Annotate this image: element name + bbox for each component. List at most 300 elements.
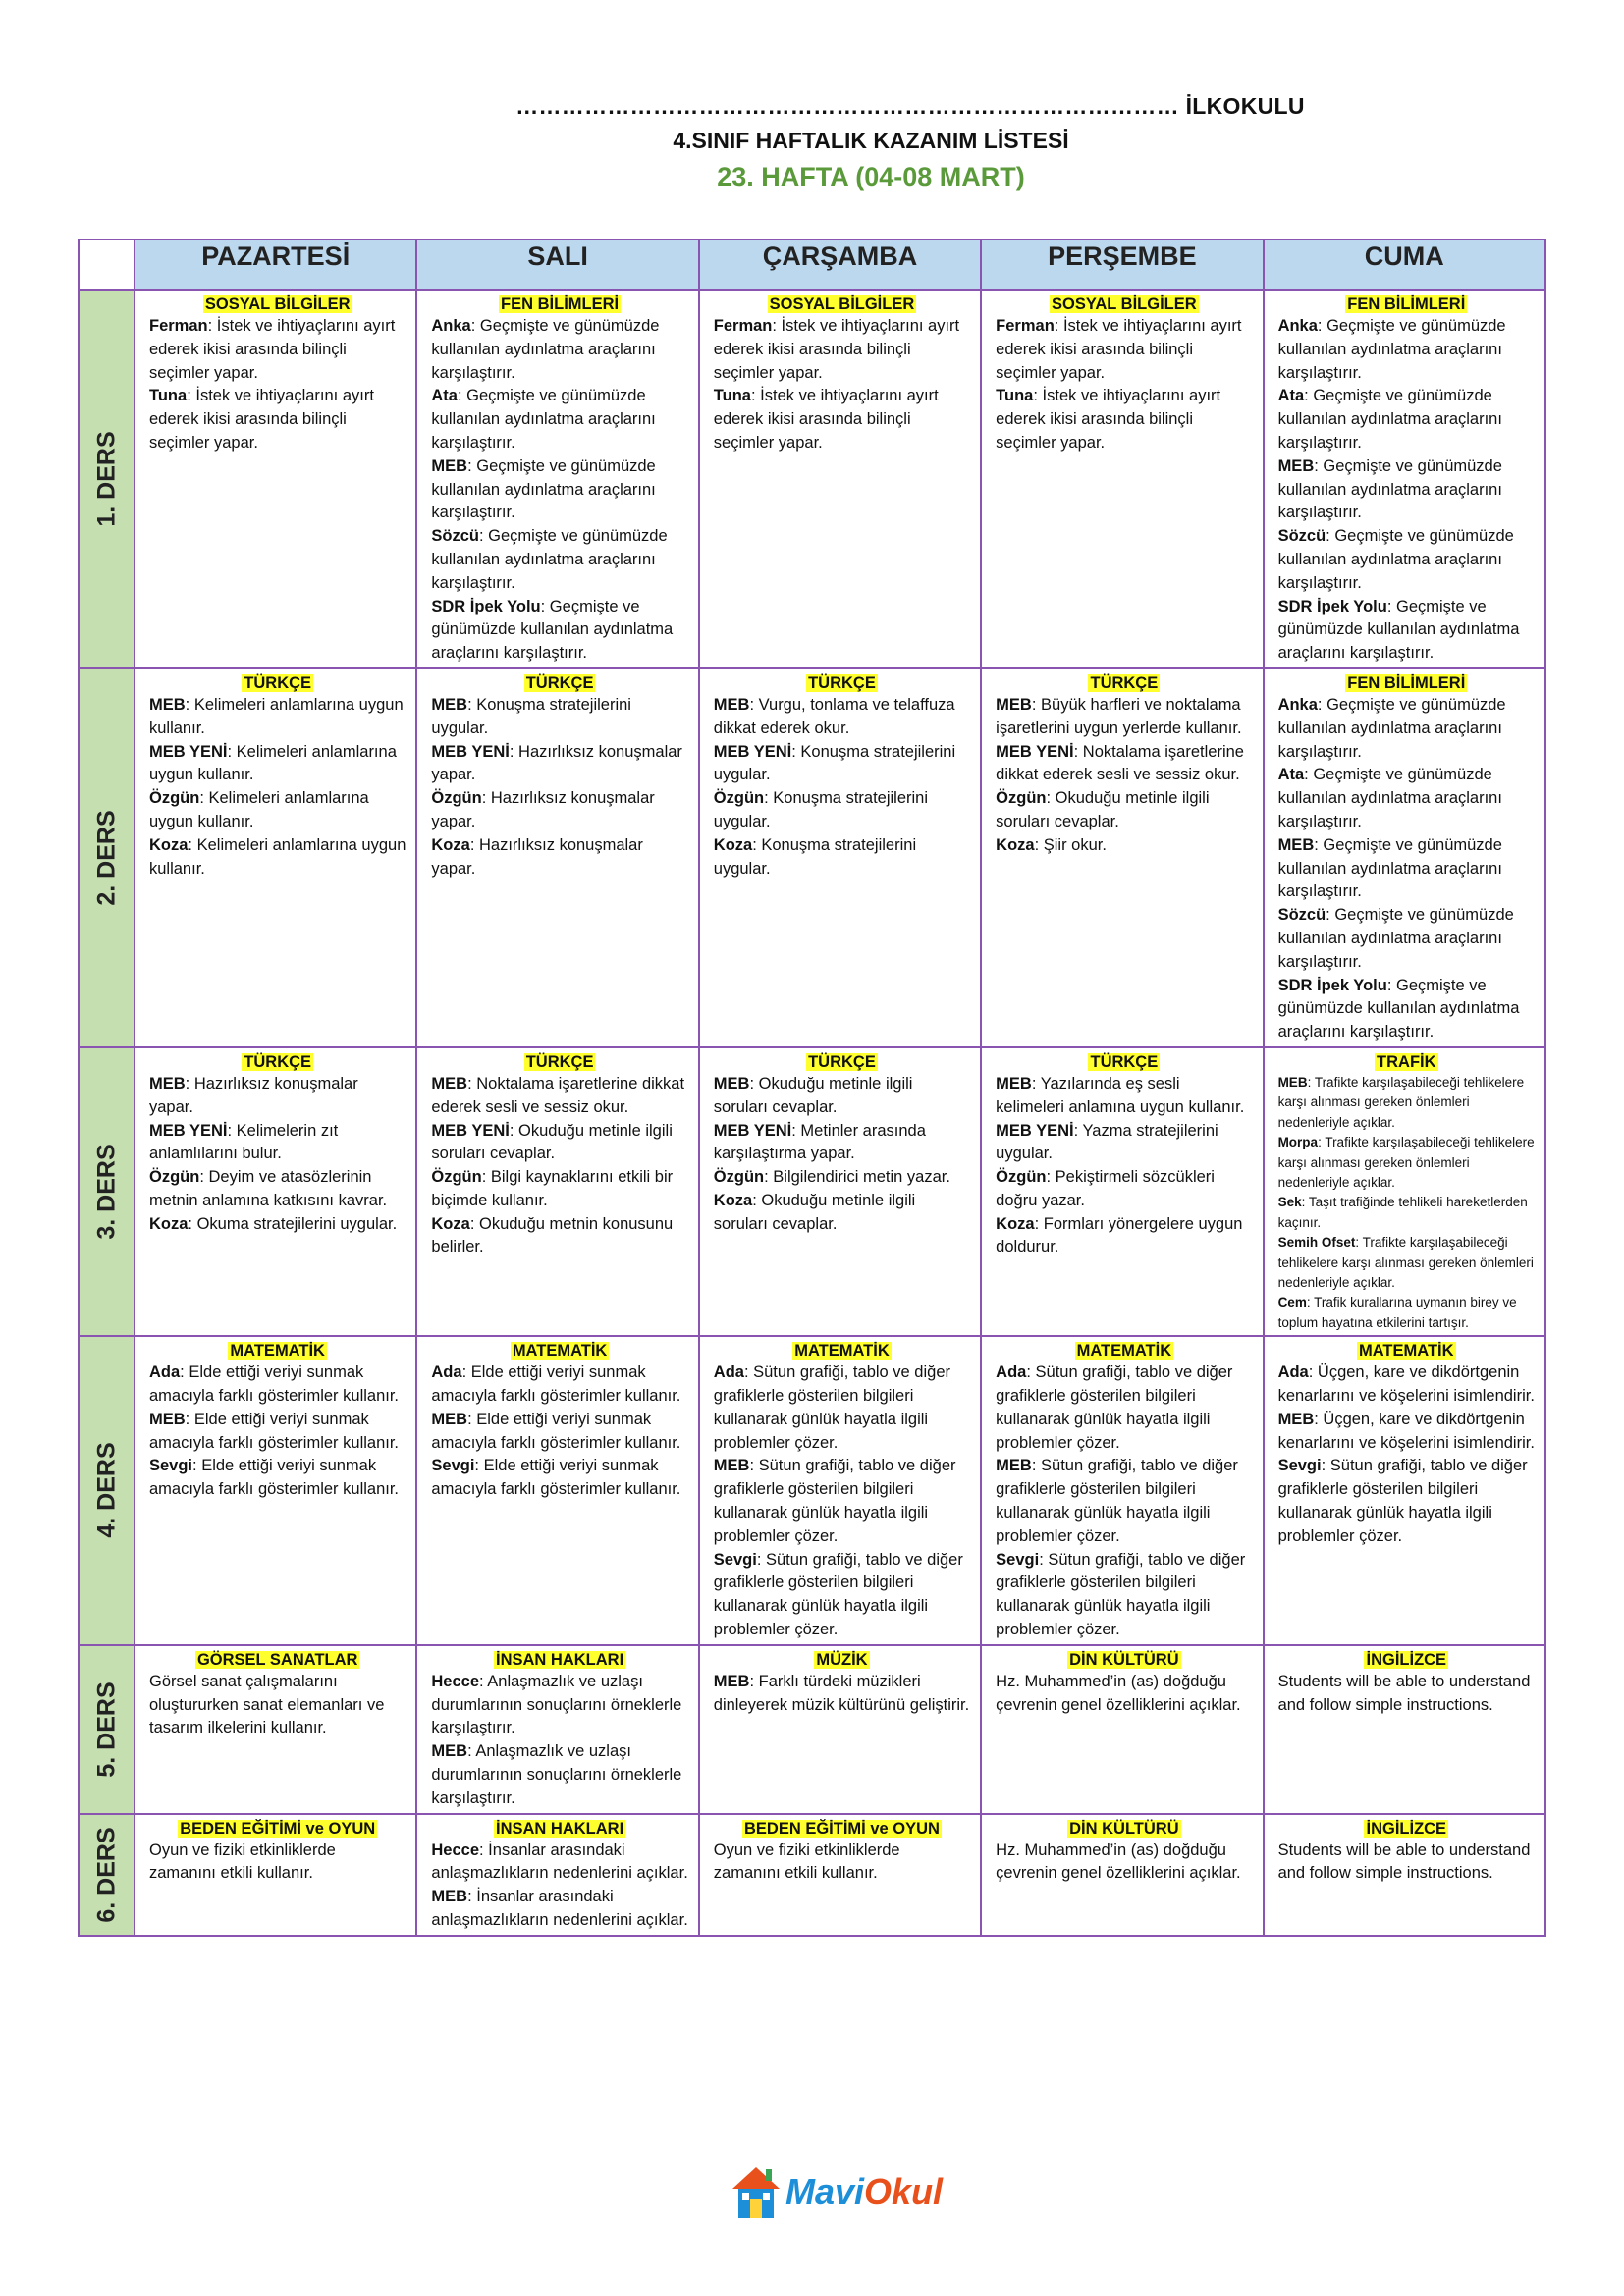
objective-text: : Kelimeleri anlamlarına uygun kullanır.: [149, 742, 397, 784]
objective-text: : Konuşma stratejilerini uygular.: [431, 695, 631, 737]
objective-entry: [996, 787, 1252, 834]
publisher-name: MEB: [431, 1888, 468, 1906]
subject-heading: [714, 1051, 970, 1073]
objective-text: : Kelimeleri anlamlarına uygun kullanır.: [149, 835, 406, 878]
publisher-name: Sevgi: [431, 1457, 475, 1475]
publisher-name: Ada: [431, 1363, 462, 1382]
lesson-label: 2. DERS: [92, 810, 120, 906]
plan-cell: [981, 290, 1263, 668]
publisher-name: Ada: [1277, 1363, 1309, 1382]
document-header: [0, 93, 1624, 192]
plan-cell: [135, 1047, 416, 1336]
plan-cell: [135, 290, 416, 668]
objective-entry: [714, 1362, 970, 1455]
objective-text: : Sütun grafiği, tablo ve diğer grafiklerle gösterilen bilgileri kullanarak günlük hayatla ilgili problemler çözer.: [713, 1457, 956, 1545]
objective-entry: [714, 385, 970, 454]
subject-heading: [996, 1051, 1252, 1073]
objective-text: : Elde ettiği veriyi sunmak amacıyla farklı gösterimler kullanır.: [431, 1457, 681, 1499]
objective-entry: [714, 1073, 970, 1120]
objective-entry: [431, 694, 687, 741]
objective-text: : Okuduğu metinle ilgili soruları cevaplar.: [713, 1191, 916, 1233]
objective-entry: [1278, 315, 1535, 385]
publisher-name: MEB: [713, 1074, 750, 1093]
plan-cell: [699, 1336, 981, 1645]
objective-text: : Anlaşmazlık ve uzlaşı durumlarının sonuçlarını örneklerle karşılaştırır.: [431, 1742, 682, 1807]
week-label: 23. HAFTA (04-08 MART): [717, 162, 1025, 191]
objective-entry: [714, 1190, 970, 1237]
objective-entry: [996, 1166, 1252, 1213]
lesson-row: [79, 290, 1545, 668]
subject-heading: [431, 1818, 687, 1840]
subject-label: MATEMATİK: [512, 1342, 608, 1361]
objective-text: : Trafik kurallarına uymanın birey ve toplum hayatına etkilerini tartışır.: [1277, 1295, 1517, 1330]
objective-entry: [996, 1671, 1252, 1718]
objective-text: : Hazırlıksız konuşmalar yapar.: [431, 742, 682, 784]
table-corner: [79, 240, 135, 290]
objective-entry: [996, 1213, 1252, 1260]
objective-entry: [714, 1120, 970, 1167]
plan-cell: [416, 1047, 698, 1336]
objective-text: : Sütun grafiği, tablo ve diğer grafiklerle gösterilen bilgileri kullanarak günlük hayatla ilgili problemler çözer.: [1277, 1457, 1528, 1545]
subject-label: MATEMATİK: [1076, 1342, 1172, 1361]
publisher-name: MEB: [713, 1672, 750, 1690]
publisher-name: SDR İpek Yolu: [431, 597, 541, 615]
objective-text: : Geçmişte ve günümüzde kullanılan aydınlatma araçlarını karşılaştırır.: [431, 387, 656, 452]
publisher-name: Morpa: [1277, 1135, 1319, 1150]
publisher-name: Anka: [1277, 695, 1318, 714]
subject-heading: [714, 1340, 970, 1362]
objective-entry: [1278, 1671, 1535, 1718]
school-name: …………………………………………………………………………… İLKOKULU: [515, 93, 1305, 119]
subject-label: MÜZİK: [816, 1650, 868, 1669]
publisher-name: MEB YENİ: [149, 1121, 228, 1140]
plan-cell: [1264, 1336, 1545, 1645]
objective-text: : Elde ettiği veriyi sunmak amacıyla farklı gösterimler kullanır.: [431, 1410, 681, 1452]
subject-label: MATEMATİK: [230, 1342, 325, 1361]
objective-entry: [149, 1671, 406, 1740]
objective-entry: [1278, 1073, 1535, 1133]
objective-entry: [1278, 1293, 1535, 1333]
publisher-name: SDR İpek Yolu: [1277, 976, 1387, 994]
objective-text: : Sütun grafiği, tablo ve diğer grafiklerle gösterilen bilgileri kullanarak günlük hayatla ilgili problemler çözer.: [713, 1363, 950, 1452]
subject-heading: [149, 1340, 406, 1362]
objective-entry: [431, 1362, 687, 1409]
objective-text: : Yazma stratejilerini uygular.: [996, 1121, 1218, 1163]
objective-entry: [714, 741, 970, 788]
publisher-name: MEB: [431, 1074, 468, 1093]
lesson-label-cell: [79, 1814, 135, 1936]
objective-text: : İnsanlar arasındaki anlaşmazlıkların nedenlerini açıklar.: [431, 1888, 688, 1929]
objective-text: : Geçmişte ve günümüzde kullanılan aydınlatma araçlarını karşılaştırır.: [1277, 766, 1502, 830]
publisher-name: MEB: [1277, 835, 1315, 854]
lesson-label-cell: [79, 668, 135, 1047]
objective-entry: [1278, 1233, 1535, 1293]
objective-text: : Geçmişte ve günümüzde kullanılan aydınlatma araçlarını karşılaştırır.: [1277, 906, 1514, 971]
subject-heading: [1278, 1649, 1535, 1671]
subject-label: FEN BİLİMLERİ: [1347, 295, 1466, 313]
subject-label: TRAFİK: [1377, 1052, 1436, 1071]
plan-cell: [135, 1814, 416, 1936]
objective-text: : Anlaşmazlık ve uzlaşı durumlarının sonuçlarını örneklerle karşılaştırır.: [431, 1672, 682, 1737]
publisher-name: Sevgi: [149, 1457, 193, 1475]
subject-label: FEN BİLİMLERİ: [1347, 673, 1466, 692]
objective-text: : Sütun grafiği, tablo ve diğer grafiklerle gösterilen bilgileri kullanarak günlük hayatla ilgili problemler çözer.: [996, 1550, 1246, 1638]
subject-label: DİN KÜLTÜRÜ: [1069, 1819, 1179, 1838]
objective-entry: [714, 694, 970, 741]
day-header-row: [79, 240, 1545, 290]
objective-entry: [1278, 525, 1535, 595]
publisher-name: MEB YENİ: [713, 742, 792, 761]
objective-entry: [714, 834, 970, 881]
objective-entry: [996, 1840, 1252, 1887]
objective-text: : İstek ve ihtiyaçlarını ayırt ederek ikisi arasında bilinçli seçimler yapar.: [996, 317, 1242, 382]
publisher-name: MEB: [713, 1457, 750, 1475]
lesson-label: 1. DERS: [92, 431, 120, 527]
objective-entry: [1278, 1362, 1535, 1409]
weekly-plan-table: [78, 239, 1546, 1937]
subject-label: TÜRKÇE: [244, 1052, 312, 1071]
subject-label: SOSYAL BİLGİLER: [769, 295, 915, 313]
publisher-name: MEB: [431, 1742, 468, 1761]
objective-entry: [149, 787, 406, 834]
house-icon: [729, 2162, 784, 2222]
publisher-name: MEB: [149, 1410, 186, 1428]
objective-text: Görsel sanat çalışmalarını oluştururken sanat elemanları ve tasarım ilkelerini kullanır.: [149, 1672, 385, 1737]
publisher-name: MEB: [431, 1410, 468, 1428]
objective-text: : Geçmişte ve günümüzde kullanılan aydınlatma araçlarını karşılaştırır.: [1277, 527, 1514, 592]
objective-entry: [996, 694, 1252, 741]
lesson-row: [79, 1047, 1545, 1336]
day-header-tuesday: SALI: [416, 240, 698, 290]
publisher-name: Hecce: [431, 1672, 480, 1690]
objective-text: : Noktalama işaretlerine dikkat ederek sesli ve sessiz okur.: [431, 1074, 685, 1116]
objective-entry: [149, 315, 406, 385]
publisher-name: Sözcü: [431, 527, 479, 546]
plan-cell: [699, 668, 981, 1047]
subject-label: TÜRKÇE: [525, 1052, 594, 1071]
objective-text: : Okuduğu metinle ilgili soruları cevaplar.: [713, 1074, 913, 1116]
objective-entry: [149, 694, 406, 741]
objective-text: : Üçgen, kare ve dikdörtgenin kenarlarını ve köşelerini isimlendirir.: [1277, 1363, 1535, 1405]
publisher-name: Ada: [996, 1363, 1027, 1382]
objective-text: : Bilgilendirici metin yazar.: [764, 1168, 950, 1187]
subject-heading: [1278, 672, 1535, 694]
objective-entry: [149, 1073, 406, 1120]
publisher-name: Koza: [149, 1214, 189, 1233]
subject-label: İNSAN HAKLARI: [496, 1819, 624, 1838]
publisher-name: Koza: [996, 1214, 1035, 1233]
objective-entry: [431, 385, 687, 454]
objective-text: Students will be able to understand and follow simple instructions.: [1277, 1841, 1531, 1883]
objective-text: : İstek ve ihtiyaçlarını ayırt ederek ikisi arasında bilinçli seçimler yapar.: [149, 387, 374, 452]
subject-label: İNGİLİZCE: [1366, 1819, 1447, 1838]
lesson-label-cell: [79, 1645, 135, 1814]
publisher-name: MEB: [1277, 1074, 1308, 1090]
objective-entry: [1278, 904, 1535, 974]
objective-entry: [1278, 764, 1535, 833]
objective-text: : Kelimeleri anlamlarına uygun kullanır.: [149, 789, 369, 830]
objective-entry: [149, 1840, 406, 1887]
publisher-name: Ata: [1277, 387, 1305, 405]
objective-entry: [1278, 1409, 1535, 1456]
publisher-name: Özgün: [996, 789, 1047, 808]
publisher-name: Sevgi: [996, 1550, 1040, 1569]
objective-text: Oyun ve fiziki etkinliklerde zamanını etkili kullanır.: [713, 1841, 900, 1883]
subject-label: TÜRKÇE: [1090, 673, 1159, 692]
publisher-name: MEB: [996, 1457, 1032, 1475]
subject-heading: [149, 294, 406, 315]
objective-text: : Trafikte karşılaşabileceği tehlikelere karşı alınması gereken önlemleri nedenleriyle açıklar.: [1277, 1235, 1534, 1290]
subject-label: TÜRKÇE: [525, 673, 594, 692]
lesson-row: [79, 1814, 1545, 1936]
publisher-name: Koza: [996, 835, 1035, 854]
plan-cell: [981, 1814, 1263, 1936]
subject-heading: [714, 294, 970, 315]
objective-text: : Üçgen, kare ve dikdörtgenin kenarlarını ve köşelerini isimlendirir.: [1277, 1410, 1535, 1452]
publisher-name: Anka: [431, 317, 471, 335]
plan-cell: [1264, 1814, 1545, 1936]
publisher-name: MEB: [149, 1074, 186, 1093]
objective-entry: [714, 1671, 970, 1718]
publisher-name: Sevgi: [1277, 1457, 1322, 1475]
publisher-name: Cem: [1277, 1295, 1307, 1310]
publisher-name: Koza: [713, 835, 753, 854]
subject-label: SOSYAL BİLGİLER: [1052, 295, 1197, 313]
publisher-name: MEB YENİ: [996, 1121, 1074, 1140]
objective-entry: [149, 834, 406, 881]
objective-entry: [996, 1362, 1252, 1455]
publisher-name: Koza: [713, 1191, 753, 1209]
objective-text: : Geçmişte ve günümüzde kullanılan aydınlatma araçlarını karşılaştırır.: [431, 597, 674, 663]
objective-entry: [996, 741, 1252, 788]
publisher-name: Özgün: [149, 789, 200, 808]
objective-text: : Okuma stratejilerini uygular.: [188, 1214, 398, 1233]
subject-heading: [996, 672, 1252, 694]
subject-heading: [1278, 1818, 1535, 1840]
objective-entry: [149, 385, 406, 454]
subject-label: MATEMATİK: [1359, 1342, 1454, 1361]
objective-text: Hz. Muhammed’in (as) doğduğu çevrenin genel özelliklerini açıklar.: [996, 1672, 1241, 1714]
objective-entry: [431, 1840, 687, 1887]
objective-entry: [996, 385, 1252, 454]
plan-cell: [416, 668, 698, 1047]
subject-heading: [996, 1818, 1252, 1840]
objective-text: : Kelimeleri anlamlarına uygun kullanır.: [149, 695, 404, 737]
lesson-row: [79, 668, 1545, 1047]
objective-entry: [149, 1213, 406, 1237]
objective-text: : Pekiştirmeli sözcükleri doğru yazar.: [996, 1168, 1215, 1209]
objective-entry: [996, 1455, 1252, 1548]
publisher-name: Tuna: [713, 387, 751, 405]
subject-label: TÜRKÇE: [244, 673, 312, 692]
objective-entry: [714, 1549, 970, 1642]
objective-entry: [996, 834, 1252, 858]
objective-text: Hz. Muhammed’in (as) doğduğu çevrenin genel özelliklerini açıklar.: [996, 1841, 1241, 1883]
subject-heading: [714, 672, 970, 694]
publisher-name: MEB YENİ: [431, 742, 510, 761]
objective-entry: [431, 1120, 687, 1167]
publisher-name: Özgün: [149, 1168, 200, 1187]
publisher-name: Ata: [1277, 766, 1305, 784]
day-header-friday: CUMA: [1264, 240, 1545, 290]
subject-heading: [149, 1818, 406, 1840]
objective-entry: [996, 315, 1252, 385]
objective-entry: [714, 315, 970, 385]
publisher-name: Özgün: [431, 1168, 482, 1187]
publisher-name: MEB YENİ: [431, 1121, 510, 1140]
lesson-label: 4. DERS: [92, 1442, 120, 1539]
publisher-name: Ferman: [996, 317, 1055, 335]
publisher-name: MEB: [149, 695, 186, 714]
plan-cell: [1264, 290, 1545, 668]
objective-text: : Konuşma stratejilerini uygular.: [713, 789, 929, 830]
plan-cell: [699, 290, 981, 668]
publisher-name: MEB: [1277, 1410, 1315, 1428]
objective-entry: [1278, 834, 1535, 904]
publisher-name: MEB YENİ: [713, 1121, 792, 1140]
publisher-name: MEB YENİ: [149, 742, 228, 761]
mavi-okul-logo: [729, 2162, 944, 2224]
publisher-name: Hecce: [431, 1841, 480, 1859]
objective-entry: [1278, 1455, 1535, 1548]
objective-text: : Vurgu, tonlama ve telaffuza dikkat ederek okur.: [713, 695, 955, 737]
publisher-name: Ata: [431, 387, 458, 405]
publisher-name: Sözcü: [1277, 527, 1326, 546]
plan-cell: [981, 1047, 1263, 1336]
objective-text: Oyun ve fiziki etkinliklerde zamanını etkili kullanır.: [149, 1841, 336, 1883]
publisher-name: Koza: [149, 835, 189, 854]
subject-heading: [431, 1051, 687, 1073]
objective-text: : Geçmişte ve günümüzde kullanılan aydınlatma araçlarını karşılaştırır.: [1277, 597, 1520, 663]
objective-entry: [431, 525, 687, 595]
objective-text: : Elde ettiği veriyi sunmak amacıyla farklı gösterimler kullanır.: [149, 1363, 400, 1405]
objective-text: : Taşıt trafiğinde tehlikeli hareketlerden kaçınır.: [1277, 1195, 1528, 1230]
objective-entry: [1278, 1840, 1535, 1887]
objective-entry: [431, 834, 687, 881]
plan-cell: [699, 1645, 981, 1814]
publisher-name: Özgün: [431, 789, 482, 808]
objective-entry: [149, 1362, 406, 1409]
subject-heading: [149, 672, 406, 694]
plan-cell: [1264, 668, 1545, 1047]
objective-entry: [431, 1455, 687, 1502]
objective-text: : Geçmişte ve günümüzde kullanılan aydınlatma araçlarını karşılaştırır.: [431, 317, 660, 382]
objective-text: : Sütun grafiği, tablo ve diğer grafiklerle gösterilen bilgileri kullanarak günlük hayatla ilgili problemler çözer.: [713, 1550, 963, 1638]
plan-cell: [699, 1814, 981, 1936]
plan-cell: [1264, 1047, 1545, 1336]
objective-text: : Geçmişte ve günümüzde kullanılan aydınlatma araçlarını karşılaştırır.: [1277, 695, 1506, 761]
plan-cell: [135, 1336, 416, 1645]
objective-text: : Sütun grafiği, tablo ve diğer grafiklerle gösterilen bilgileri kullanarak günlük hayatla ilgili problemler çözer.: [996, 1363, 1233, 1452]
objective-text: : Sütun grafiği, tablo ve diğer grafiklerle gösterilen bilgileri kullanarak günlük hayatla ilgili problemler çözer.: [996, 1457, 1238, 1545]
plan-cell: [135, 1645, 416, 1814]
objective-entry: [714, 1840, 970, 1887]
objective-text: : Hazırlıksız konuşmalar yapar.: [431, 789, 655, 830]
publisher-name: Ada: [713, 1363, 744, 1382]
publisher-name: Sözcü: [1277, 906, 1326, 925]
objective-text: : İstek ve ihtiyaçlarını ayırt ederek ikisi arasında bilinçli seçimler yapar.: [713, 387, 939, 452]
day-header-wednesday: ÇARŞAMBA: [699, 240, 981, 290]
publisher-name: Ferman: [713, 317, 773, 335]
plan-cell: [416, 1814, 698, 1936]
objective-text: : Metinler arasında karşılaştırma yapar.: [713, 1121, 926, 1163]
objective-entry: [431, 1671, 687, 1740]
publisher-name: Koza: [431, 835, 470, 854]
objective-entry: [431, 787, 687, 834]
subject-label: GÖRSEL SANATLAR: [196, 1650, 358, 1669]
publisher-name: SDR İpek Yolu: [1277, 597, 1387, 615]
publisher-name: Koza: [431, 1214, 470, 1233]
document-title: 4.SINIF HAFTALIK KAZANIM LİSTESİ: [673, 128, 1069, 153]
objective-text: : Geçmişte ve günümüzde kullanılan aydınlatma araçlarını karşılaştırır.: [431, 527, 668, 592]
objective-text: Students will be able to understand and follow simple instructions.: [1277, 1672, 1531, 1714]
objective-entry: [149, 1455, 406, 1502]
objective-text: : Hazırlıksız konuşmalar yapar.: [431, 835, 643, 878]
objective-entry: [431, 741, 687, 788]
publisher-name: MEB: [713, 695, 750, 714]
objective-entry: [431, 315, 687, 385]
objective-entry: [431, 596, 687, 666]
objective-text: : Okuduğu metnin konusunu belirler.: [431, 1214, 674, 1256]
plan-cell: [416, 1645, 698, 1814]
subject-heading: [431, 1340, 687, 1362]
lesson-label-cell: [79, 1336, 135, 1645]
publisher-name: Sevgi: [713, 1550, 757, 1569]
objective-text: : Konuşma stratejilerini uygular.: [713, 742, 956, 784]
publisher-name: Tuna: [149, 387, 188, 405]
objective-entry: [1278, 694, 1535, 764]
objective-text: : Hazırlıksız konuşmalar yapar.: [149, 1074, 358, 1116]
objective-text: : Okuduğu metinle ilgili soruları cevaplar.: [431, 1121, 673, 1163]
subject-heading: [431, 672, 687, 694]
objective-entry: [1278, 975, 1535, 1044]
objective-text: : İnsanlar arasındaki anlaşmazlıkların nedenlerini açıklar.: [431, 1841, 688, 1883]
objective-entry: [996, 1120, 1252, 1167]
subject-heading: [1278, 294, 1535, 315]
day-header-thursday: PERŞEMBE: [981, 240, 1263, 290]
objective-text: : İstek ve ihtiyaçlarını ayırt ederek ikisi arasında bilinçli seçimler yapar.: [996, 387, 1221, 452]
objective-text: : Yazılarında eş sesli kelimeleri anlamına uygun kullanır.: [996, 1074, 1245, 1116]
publisher-name: MEB: [1277, 456, 1315, 475]
objective-text: : Geçmişte ve günümüzde kullanılan aydınlatma araçlarını karşılaştırır.: [1277, 317, 1506, 382]
subject-heading: [714, 1818, 970, 1840]
objective-text: : Noktalama işaretlerine dikkat ederek sesli ve sessiz okur.: [996, 742, 1244, 784]
subject-heading: [431, 1649, 687, 1671]
objective-text: : Konuşma stratejilerini uygular.: [713, 835, 917, 878]
lesson-label-cell: [79, 290, 135, 668]
subject-label: MATEMATİK: [794, 1342, 890, 1361]
subject-label: TÜRKÇE: [1090, 1052, 1159, 1071]
objective-text: : Kelimelerin zıt anlamlılarını bulur.: [149, 1121, 339, 1163]
subject-label: FEN BİLİMLERİ: [501, 295, 620, 313]
objective-entry: [431, 455, 687, 525]
objective-text: : Geçmişte ve günümüzde kullanılan aydınlatma araçlarını karşılaştırır.: [1277, 976, 1520, 1041]
objective-entry: [996, 1073, 1252, 1120]
objective-text: : Şiir okur.: [1034, 835, 1107, 854]
plan-cell: [416, 1336, 698, 1645]
publisher-name: Özgün: [996, 1168, 1047, 1187]
objective-text: : Bilgi kaynaklarını etkili bir biçimde kullanır.: [431, 1168, 674, 1209]
plan-cell: [981, 1645, 1263, 1814]
plan-cell: [699, 1047, 981, 1336]
plan-cell: [981, 1336, 1263, 1645]
objective-text: : Büyük harfleri ve noktalama işaretlerini uygun yerlerde kullanır.: [996, 695, 1242, 737]
publisher-name: Tuna: [996, 387, 1034, 405]
publisher-name: Sek: [1277, 1195, 1302, 1210]
objective-text: : Geçmişte ve günümüzde kullanılan aydınlatma araçlarını karşılaştırır.: [431, 456, 656, 522]
objective-entry: [431, 1073, 687, 1120]
subject-heading: [996, 1340, 1252, 1362]
